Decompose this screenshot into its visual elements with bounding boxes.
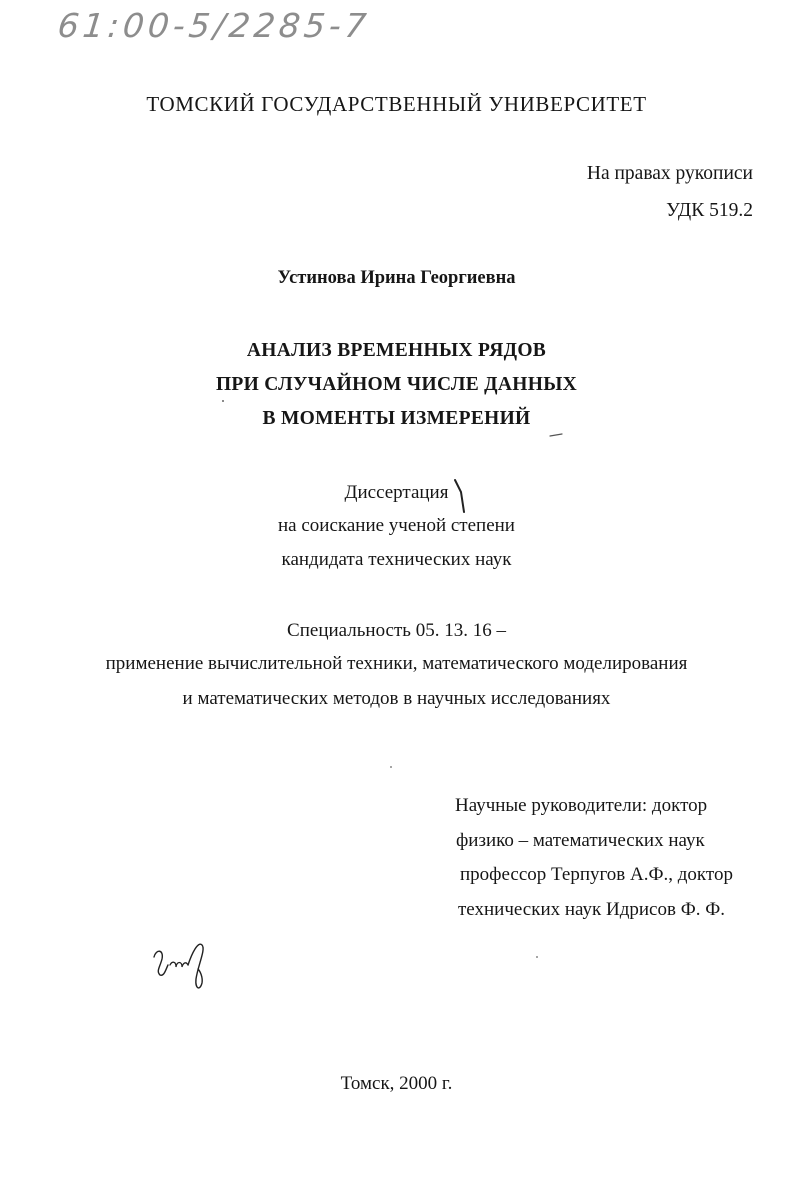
ink-dot (534, 954, 542, 962)
supervisors-line-3: профессор Терпугов А.Ф., доктор (460, 864, 733, 885)
dissertation-title-line-2: ПРИ СЛУЧАЙНОМ ЧИСЛЕ ДАННЫХ (215, 374, 578, 395)
udk-code: УДК 519.2 (666, 200, 753, 221)
dissertation-title-line-3: В МОМЕНТЫ ИЗМЕРЕНИЙ (262, 408, 531, 429)
ink-dot (220, 398, 228, 406)
pen-mark (452, 476, 472, 516)
degree-line-2: на соискание ученой степени (278, 515, 515, 536)
specialty-line-1: Специальность 05. 13. 16 – (287, 620, 506, 641)
specialty-line-3: и математических методов в научных исследованиях (182, 688, 611, 709)
pen-mark (548, 430, 568, 440)
city-and-year: Томск, 2000 г. (340, 1073, 453, 1094)
degree-line-1: Диссертация (344, 482, 449, 503)
dissertation-title-line-1: АНАЛИЗ ВРЕМЕННЫХ РЯДОВ (246, 340, 547, 361)
rights-note: На правах рукописи (586, 163, 753, 184)
handwritten-signature (150, 935, 220, 995)
university-name: ТОМСКИЙ ГОСУДАРСТВЕННЫЙ УНИВЕРСИТЕТ (146, 92, 647, 116)
degree-line-3: кандидата технических наук (281, 549, 512, 570)
author-name: Устинова Ирина Георгиевна (277, 268, 516, 288)
ink-dot (388, 764, 396, 772)
catalog-number-handwritten: 61:00-5/2285-7 (55, 6, 373, 45)
supervisors-line-1: Научные руководители: доктор (455, 795, 708, 816)
supervisors-line-4: технических наук Идрисов Ф. Ф. (458, 899, 725, 920)
specialty-line-2: применение вычислительной техники, математического моделирования (105, 653, 688, 674)
supervisors-line-2: физико – математических наук (456, 830, 705, 851)
